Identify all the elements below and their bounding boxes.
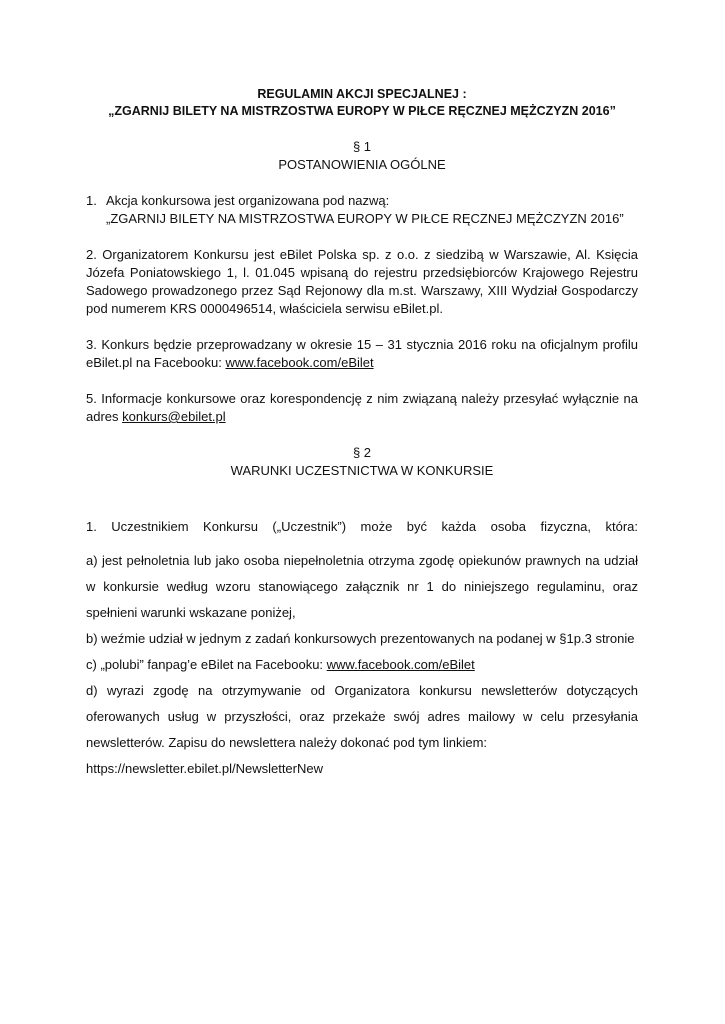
condition-d: d) wyrazi zgodę na otrzymywanie od Organizatora konkursu newsletterów dotyczących oferowanych usług w przyszłości, oraz przekaże swój adres mailowy w celu przesyłania newsletterów. Zapisu do newslettera należy dokonać pod tym linkiem: [86,683,638,750]
condition-b: b) weźmie udział w jednym z zadań konkursowych prezentowanych na podanej w §1p.3 stronie [86,631,635,646]
section2-heading: WARUNKI UCZESTNICTWA W KONKURSIE [230,463,494,478]
section1-item3 [86,336,638,372]
section1-item1-number: 1. [86,193,97,208]
document-title-line2: „ZGARNIJ BILETY NA MISTRZOSTWA EUROPY W PIŁCE RĘCZNEJ MĘŻCZYZN 2016” [108,104,616,118]
section1-item5 [86,390,638,426]
section1-item1-line1: Akcja konkursowa jest organizowana pod nazwą: [106,193,390,208]
section1-item1-line2: „ZGARNIJ BILETY NA MISTRZOSTWA EUROPY W PIŁCE RĘCZNEJ MĘŻCZYZN 2016” [106,211,624,226]
section2-number: § 2 [352,445,372,460]
section2-conditions [86,514,638,782]
section1-item5-text: 5. Informacje konkursowe oraz korespondencję z nim związaną należy przesyłać wyłącznie na adres [86,391,638,424]
facebook-link[interactable]: www.facebook.com/eBilet [225,355,374,370]
condition-c [86,652,638,678]
condition-a: a) jest pełnoletnia lub jako osoba niepełnoletnia otrzyma zgodę opiekunów prawnych na udział w konkursie według wzoru stanowiącego załącznik nr 1 do niniejszego regulaminu, oraz spełnieni warunki wskazane poniżej, [86,553,638,620]
newsletter-url[interactable]: https://newsletter.ebilet.pl/NewsletterNew [86,761,323,776]
fanpage-link[interactable]: www.facebook.com/eBilet [326,657,475,672]
condition-c-text: c) „polubi” fanpag’e eBilet na Facebooku: [86,657,327,672]
section1-number: § 1 [352,139,372,154]
section2-intro: 1. Uczestnikiem Konkursu („Uczestnik”) może być każda osoba fizyczna, która: [86,519,638,534]
section1-heading: POSTANOWIENIA OGÓLNE [278,157,446,172]
contest-email-link[interactable]: konkurs@ebilet.pl [122,409,226,424]
section1-item2: 2. Organizatorem Konkursu jest eBilet Polska sp. z o.o. z siedzibą w Warszawie, Al. Księcia Józefa Poniatowskiego 1, l. 01.045 wpisaną do rejestru przedsiębiorców Krajowego Rejestru Sadowego prowadzonego przez Sąd Rejonowy dla m.st. Warszawy, XIII Wydział Gospodarczy pod numerem KRS 0000496514, właściciela serwisu eBilet.pl. [86,247,638,316]
document-title-line1: REGULAMIN AKCJI SPECJALNEJ : [257,87,467,101]
document-page [86,86,638,782]
section1-item1 [86,192,638,228]
section1-item3-text: 3. Konkurs będzie przeprowadzany w okresie 15 – 31 stycznia 2016 roku na oficjalnym profilu eBilet.pl na Facebooku: [86,337,638,370]
